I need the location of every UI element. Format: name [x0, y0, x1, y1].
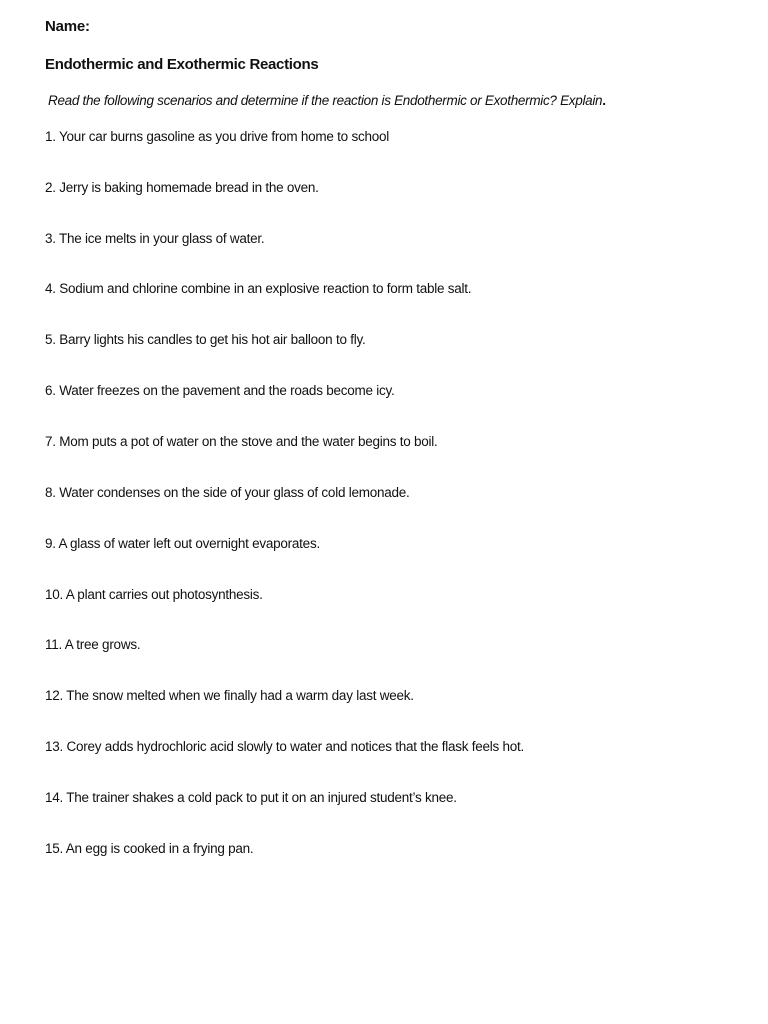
- name-label: Name:: [45, 18, 90, 35]
- question-3: [45, 230, 264, 248]
- question-text: The trainer shakes a cold pack to put it on an injured student’s knee.: [66, 790, 457, 805]
- question-12: [45, 687, 414, 705]
- question-number: 13.: [45, 739, 64, 754]
- question-9: [45, 535, 320, 553]
- question-number: 15.: [45, 841, 64, 856]
- question-text: Your car burns gasoline as you drive from home to school: [59, 129, 389, 144]
- question-number: 12.: [45, 688, 64, 703]
- question-text: Water freezes on the pavement and the roads become icy.: [59, 383, 395, 398]
- question-text: Barry lights his candles to get his hot air balloon to fly.: [59, 332, 366, 347]
- instructions-period: .: [602, 93, 606, 108]
- question-5: [45, 331, 365, 349]
- question-number: 9.: [45, 536, 56, 551]
- question-2: [45, 179, 319, 197]
- question-text: Water condenses on the side of your glass of cold lemonade.: [59, 485, 410, 500]
- question-number: 3.: [45, 231, 56, 246]
- question-text: The snow melted when we finally had a warm day last week.: [66, 688, 414, 703]
- question-15: [45, 840, 253, 858]
- question-11: [45, 636, 140, 654]
- question-text: A plant carries out photosynthesis.: [65, 587, 263, 602]
- question-text: Corey adds hydrochloric acid slowly to water and notices that the flask feels hot.: [66, 739, 525, 754]
- worksheet-title: Endothermic and Exothermic Reactions: [45, 56, 319, 73]
- question-number: 8.: [45, 485, 56, 500]
- question-number: 6.: [45, 383, 56, 398]
- question-text: An egg is cooked in a frying pan.: [65, 841, 254, 856]
- question-number: 11.: [45, 637, 63, 652]
- question-1: [45, 128, 389, 146]
- question-text: Mom puts a pot of water on the stove and the water begins to boil.: [59, 434, 438, 449]
- question-number: 5.: [45, 332, 56, 347]
- question-7: [45, 433, 438, 451]
- question-text: The ice melts in your glass of water.: [59, 231, 265, 246]
- question-6: [45, 382, 394, 400]
- question-8: [45, 484, 410, 502]
- question-number: 10.: [45, 587, 64, 602]
- question-number: 1.: [45, 129, 56, 144]
- question-number: 4.: [45, 281, 56, 296]
- question-number: 14.: [45, 790, 64, 805]
- question-text: A tree grows.: [64, 637, 141, 652]
- question-13: [45, 738, 524, 756]
- question-4: [45, 280, 471, 298]
- question-text: Jerry is baking homemade bread in the oven.: [59, 180, 319, 195]
- question-number: 2.: [45, 180, 56, 195]
- instructions-text: Read the following scenarios and determine if the reaction is Endothermic or Exothermic? Explain: [48, 93, 603, 108]
- question-number: 7.: [45, 434, 56, 449]
- question-10: [45, 586, 263, 604]
- question-14: [45, 789, 457, 807]
- instructions: [48, 93, 606, 108]
- question-text: Sodium and chlorine combine in an explosive reaction to form table salt.: [59, 281, 472, 296]
- question-text: A glass of water left out overnight evaporates.: [58, 536, 320, 551]
